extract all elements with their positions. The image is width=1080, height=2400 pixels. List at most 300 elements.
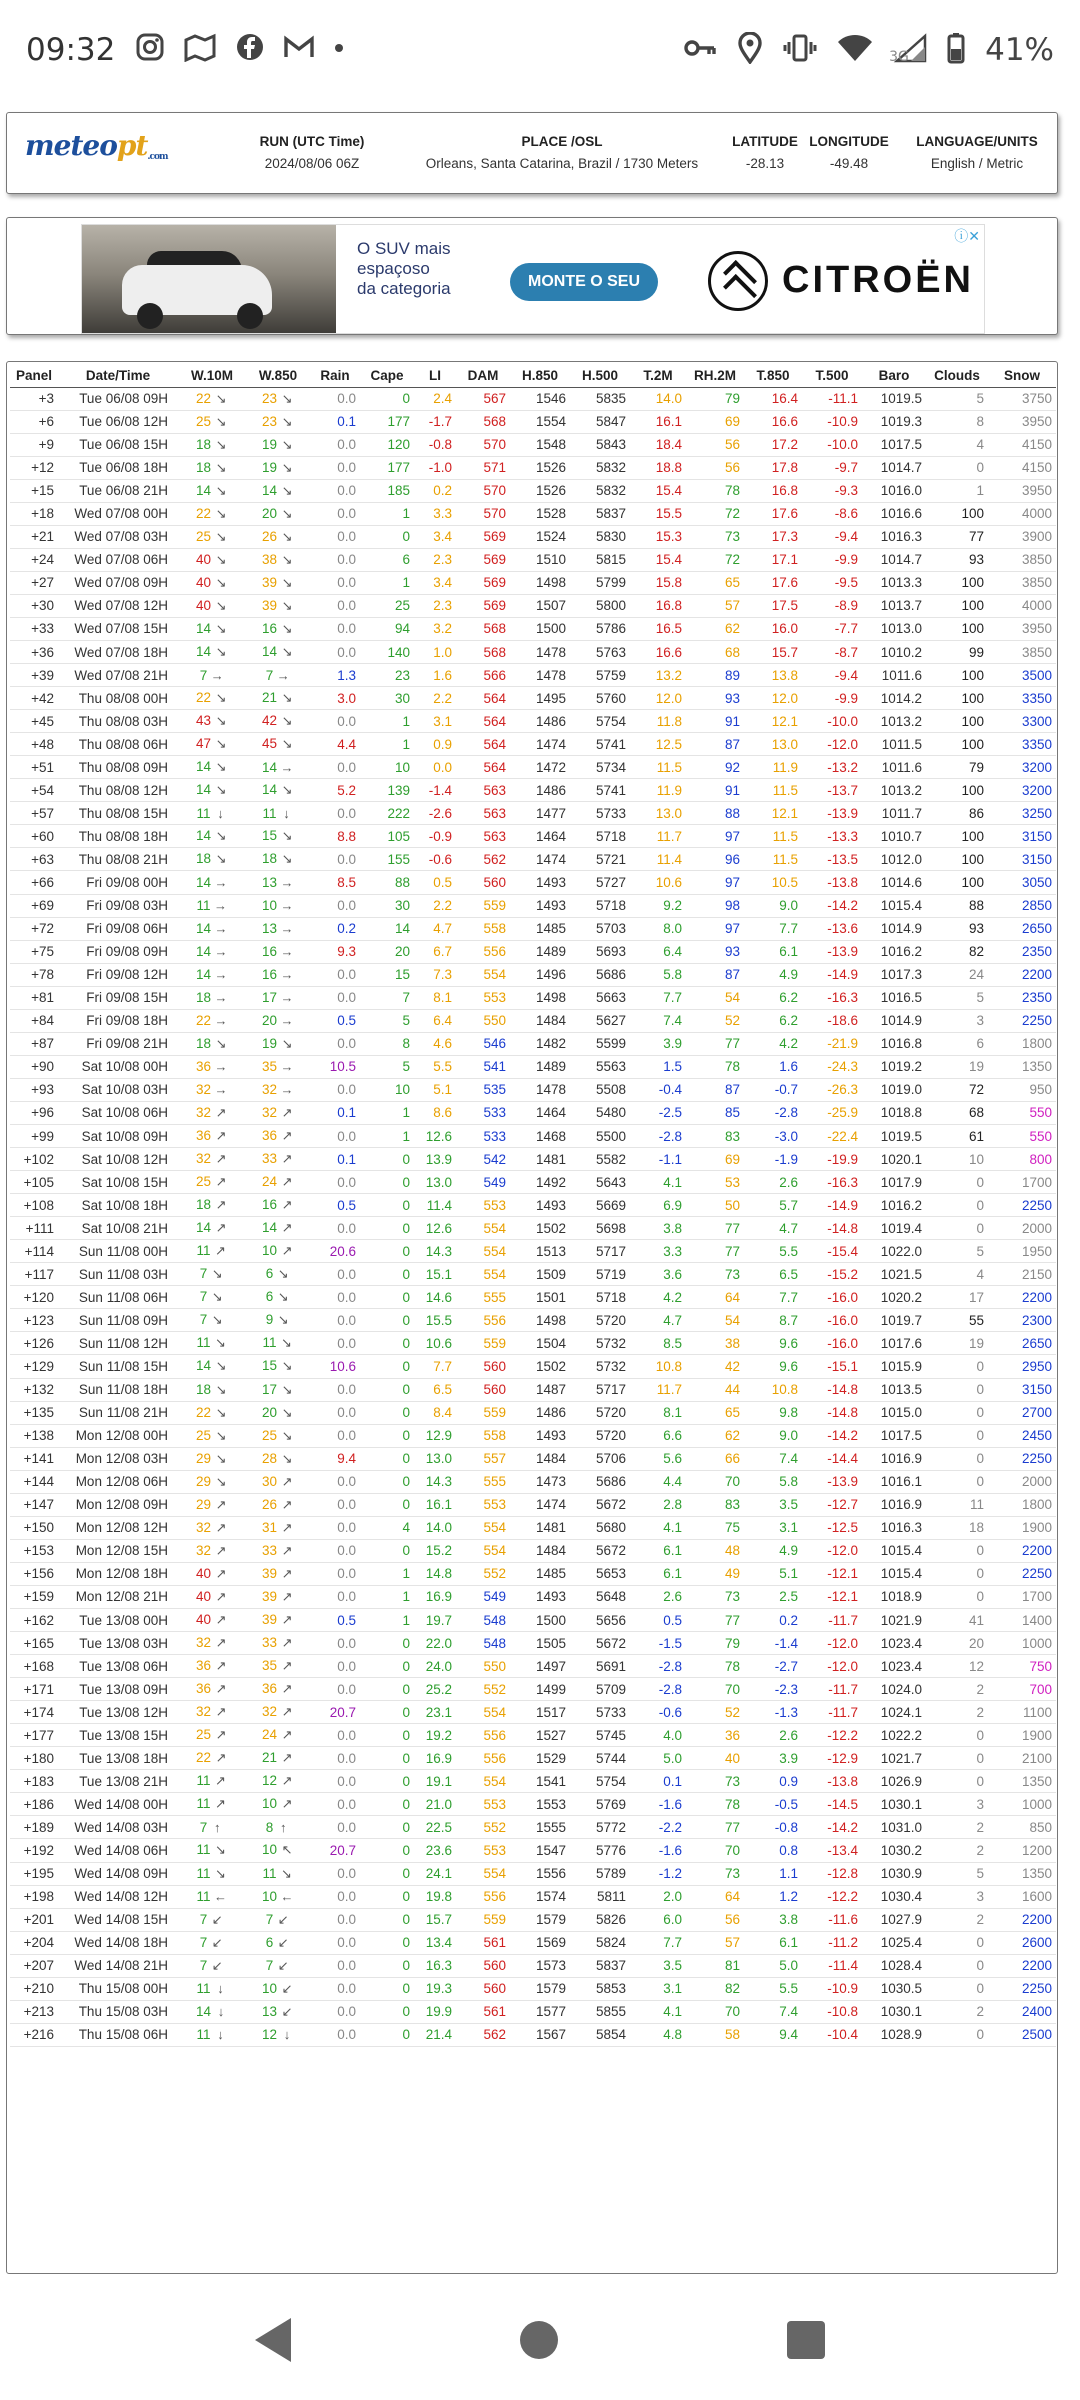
cell-baro-value: 1019.3 — [880, 414, 922, 430]
cell-snow-value: 2150 — [1021, 1266, 1052, 1282]
cell-cape — [360, 1862, 414, 1885]
cell-li-value: 5.5 — [433, 1059, 452, 1075]
cell-cape — [360, 779, 414, 802]
cell-w10m — [178, 1032, 246, 1055]
cell-cape — [360, 1954, 414, 1977]
language-units-value[interactable]: English / Metric — [930, 156, 1024, 171]
cell-rain-value: 0.0 — [337, 529, 356, 545]
cell-dam-value: 553 — [483, 1197, 506, 1213]
cell-li — [414, 1078, 456, 1101]
cell-w10m-value: 40 — [195, 1565, 212, 1581]
cell-t2m — [630, 894, 686, 917]
citroen-ad-banner[interactable] — [81, 224, 985, 334]
language-units-column[interactable] — [907, 131, 1047, 175]
cell-w850-value: 36 — [261, 1681, 278, 1697]
meteopt-logo[interactable] — [25, 129, 168, 162]
cell-dam-value: 559 — [483, 898, 506, 914]
cell-clouds-value: 2 — [976, 2004, 984, 2020]
cell-panel — [10, 1931, 58, 1954]
cell-t2m-value: 5.8 — [663, 967, 682, 983]
ad-info-close-icon[interactable]: ⓘ✕ — [954, 228, 980, 244]
cell-li-value: 21.4 — [425, 2027, 452, 2043]
cell-t2m — [630, 710, 686, 733]
cell-dam — [456, 1217, 510, 1240]
cell-h850-value: 1496 — [535, 967, 566, 983]
logo-pt: pt — [116, 129, 148, 162]
cell-snow — [988, 1194, 1056, 1217]
table-row — [10, 1562, 1056, 1585]
col-header-rain: Rain — [310, 364, 360, 387]
table-body — [10, 387, 1056, 2046]
cell-li — [414, 2023, 456, 2046]
cell-clouds-value: 82 — [968, 944, 984, 960]
cell-w10m — [178, 1424, 246, 1447]
cell-w10m — [178, 825, 246, 848]
cell-panel-value: +36 — [31, 644, 54, 660]
cell-w10m — [178, 710, 246, 733]
cell-clouds-value: 11 — [969, 1497, 984, 1513]
cell-w10m — [178, 917, 246, 940]
cell-t500-value: -9.4 — [834, 667, 858, 683]
wind-direction-arrow-icon: ↘ — [215, 597, 227, 613]
cell-datetime — [58, 1562, 178, 1585]
cell-h500-value: 5627 — [595, 1013, 626, 1029]
cell-t500-value: -25.9 — [827, 1105, 858, 1121]
cell-clouds — [926, 1655, 988, 1678]
cell-rain-value: 0.0 — [337, 1981, 356, 1997]
ad-cta-button[interactable]: MONTE O SEU — [510, 263, 658, 301]
cell-clouds-value: 2 — [976, 1912, 984, 1928]
cell-clouds — [926, 940, 988, 963]
cell-dam-value: 542 — [483, 1151, 506, 1167]
more-notifications-dot-icon — [333, 32, 345, 68]
cell-datetime-value: Wed 14/08 21H — [74, 1958, 168, 1974]
cell-li-value: 8.6 — [433, 1105, 452, 1121]
cell-rh2m-value: 42 — [724, 1358, 740, 1374]
cell-t500 — [802, 594, 862, 617]
cell-cape-value: 6 — [402, 552, 410, 568]
cell-clouds — [926, 548, 988, 571]
back-icon[interactable] — [255, 2318, 291, 2362]
cell-rain — [310, 1217, 360, 1240]
cell-clouds — [926, 387, 988, 410]
cell-h850-value: 1486 — [535, 782, 566, 798]
cell-dam — [456, 1240, 510, 1263]
cell-li-value: 15.7 — [425, 1912, 452, 1928]
cell-h500 — [570, 825, 630, 848]
cell-rain — [310, 940, 360, 963]
cell-h850-value: 1478 — [535, 644, 566, 660]
cell-rh2m — [686, 940, 744, 963]
cell-baro — [862, 641, 926, 664]
table-row — [10, 756, 1056, 779]
cell-panel — [10, 664, 58, 687]
cell-h500 — [570, 1378, 630, 1401]
cell-t500-value: -11.4 — [828, 1958, 858, 1974]
cell-rain — [310, 571, 360, 594]
cell-snow — [988, 2000, 1056, 2023]
cell-panel-value: +75 — [31, 944, 54, 960]
cell-dam — [456, 410, 510, 433]
cell-w10m — [178, 1632, 246, 1655]
cell-t500 — [802, 456, 862, 479]
cell-rain — [310, 387, 360, 410]
wind-direction-arrow-icon: ↘ — [281, 505, 293, 521]
cell-baro-value: 1021.5 — [880, 1266, 922, 1282]
cell-cape — [360, 687, 414, 710]
wind-direction-arrow-icon: ↗ — [215, 1588, 227, 1604]
cell-datetime — [58, 917, 178, 940]
cell-t500 — [802, 1585, 862, 1608]
cell-t500-value: -16.3 — [827, 1174, 858, 1190]
cell-li — [414, 733, 456, 756]
cell-t850 — [744, 917, 802, 940]
cell-snow — [988, 2023, 1056, 2046]
cell-baro — [862, 940, 926, 963]
cell-cape-value: 10 — [394, 759, 410, 775]
cell-cape — [360, 1747, 414, 1770]
cell-t500 — [802, 1286, 862, 1309]
cell-snow — [988, 733, 1056, 756]
cell-rain-value: 0.5 — [337, 1612, 356, 1628]
cell-w10m-value: 40 — [195, 551, 212, 567]
cell-cape — [360, 1908, 414, 1931]
cell-rain-value: 5.2 — [337, 782, 356, 798]
cell-rh2m-value: 50 — [724, 1197, 740, 1213]
cell-cape-value: 0 — [402, 1289, 410, 1305]
cell-w10m-value: 14 — [195, 644, 212, 660]
cell-dam-value: 554 — [483, 1243, 506, 1259]
recents-icon[interactable] — [787, 2321, 825, 2359]
cell-w10m — [178, 848, 246, 871]
cell-w850 — [246, 1078, 310, 1101]
cell-t2m — [630, 1793, 686, 1816]
cell-datetime-value: Tue 13/08 15H — [79, 1727, 168, 1743]
cell-datetime-value: Wed 14/08 15H — [74, 1912, 168, 1928]
cell-clouds — [926, 756, 988, 779]
cell-t500 — [802, 1009, 862, 1032]
cell-li-value: 10.6 — [425, 1335, 452, 1351]
cell-rh2m — [686, 1562, 744, 1585]
cell-rain — [310, 410, 360, 433]
cell-baro — [862, 433, 926, 456]
cell-li — [414, 1885, 456, 1908]
cell-rain — [310, 1194, 360, 1217]
cell-t850-value: 11.5 — [772, 851, 798, 867]
cell-w850 — [246, 525, 310, 548]
cell-w850 — [246, 1009, 310, 1032]
cell-rh2m — [686, 2023, 744, 2046]
home-icon[interactable] — [520, 2321, 558, 2359]
cell-datetime — [58, 617, 178, 640]
cell-rh2m — [686, 1148, 744, 1171]
wind-direction-arrow-icon: ↘ — [215, 1381, 227, 1397]
cell-t850 — [744, 1585, 802, 1608]
wind-direction-arrow-icon: ↘ — [215, 759, 227, 775]
cell-snow — [988, 410, 1056, 433]
cell-clouds-value: 0 — [976, 2027, 984, 2043]
cell-li-value: 3.4 — [433, 529, 452, 545]
cell-dam — [456, 1171, 510, 1194]
cell-w10m-value: 22 — [195, 1404, 212, 1420]
cell-h850 — [510, 410, 570, 433]
wind-direction-arrow-icon: ↘ — [215, 551, 227, 567]
cell-t850 — [744, 1217, 802, 1240]
cell-clouds — [926, 1516, 988, 1539]
latitude-value: -28.13 — [745, 156, 785, 171]
cell-cape-value: 0 — [402, 1912, 410, 1928]
cell-w850 — [246, 1632, 310, 1655]
table-header-row — [10, 364, 1056, 387]
cell-w850 — [246, 756, 310, 779]
cell-snow-value: 2350 — [1021, 990, 1052, 1006]
cell-rain-value: 0.0 — [337, 1958, 356, 1974]
cell-t2m — [630, 1493, 686, 1516]
cell-h850-value: 1505 — [535, 1635, 566, 1651]
wind-direction-arrow-icon: ↘ — [215, 1404, 227, 1420]
wind-direction-arrow-icon: ↗ — [281, 1773, 293, 1789]
cell-t500 — [802, 1332, 862, 1355]
cell-baro — [862, 871, 926, 894]
wind-direction-arrow-icon: → — [214, 1013, 228, 1029]
cell-clouds-value: 0 — [976, 1589, 984, 1605]
cell-w850 — [246, 1516, 310, 1539]
cell-t2m-value: 7.4 — [663, 1013, 682, 1029]
cell-w850-value: 24 — [261, 1174, 278, 1190]
cell-rain — [310, 894, 360, 917]
wind-direction-arrow-icon: ↗ — [215, 1496, 227, 1512]
cell-dam — [456, 1424, 510, 1447]
cell-h850 — [510, 548, 570, 571]
cell-datetime-value: Sat 10/08 15H — [81, 1174, 168, 1190]
cell-t850 — [744, 1724, 802, 1747]
cell-t2m — [630, 825, 686, 848]
cell-dam — [456, 571, 510, 594]
cell-dam-value: 558 — [483, 921, 506, 937]
cell-baro — [862, 1678, 926, 1701]
cell-t2m — [630, 687, 686, 710]
cell-t2m — [630, 641, 686, 664]
wind-direction-arrow-icon: ↘ — [281, 1381, 293, 1397]
cell-cape-value: 0 — [402, 1474, 410, 1490]
cell-rain — [310, 1309, 360, 1332]
cell-h850 — [510, 1032, 570, 1055]
gmail-icon — [283, 32, 315, 68]
cell-t2m — [630, 1585, 686, 1608]
wind-direction-arrow-icon: → — [214, 990, 228, 1006]
cell-h850-value: 1493 — [535, 875, 566, 890]
cell-clouds-value: 0 — [976, 1428, 984, 1444]
cell-cape — [360, 963, 414, 986]
cell-t2m — [630, 1055, 686, 1078]
cell-datetime-value: Sat 10/08 06H — [81, 1105, 168, 1121]
cell-snow-value: 3150 — [1021, 1382, 1052, 1398]
cell-baro-value: 1021.7 — [880, 1750, 922, 1766]
cell-datetime — [58, 525, 178, 548]
cell-baro-value: 1019.4 — [880, 1220, 922, 1236]
cell-panel-value: +180 — [23, 1750, 54, 1766]
cell-t850-value: 4.7 — [779, 1220, 798, 1236]
cell-li — [414, 1401, 456, 1424]
cell-h850 — [510, 1678, 570, 1701]
cell-t500-value: -14.8 — [827, 1405, 858, 1421]
cell-datetime-value: Tue 13/08 06H — [79, 1658, 168, 1674]
cell-rh2m-value: 97 — [724, 921, 740, 937]
cell-panel — [10, 1816, 58, 1839]
cell-h850 — [510, 1217, 570, 1240]
cell-panel — [10, 848, 58, 871]
cell-dam — [456, 963, 510, 986]
cell-baro-value: 1030.5 — [880, 1981, 922, 1997]
cell-datetime — [58, 1747, 178, 1770]
cell-w10m — [178, 1148, 246, 1171]
cell-dam-value: 535 — [483, 1082, 506, 1098]
cell-baro — [862, 733, 926, 756]
cell-snow-value: 2350 — [1021, 944, 1052, 960]
cell-h500 — [570, 1217, 630, 1240]
wind-direction-arrow-icon: ↗ — [281, 1496, 293, 1512]
cell-dam-value: 556 — [483, 1889, 506, 1905]
wind-direction-arrow-icon: ↘ — [215, 436, 227, 452]
cell-t850 — [744, 1908, 802, 1931]
cell-w850 — [246, 1493, 310, 1516]
cell-cape — [360, 1171, 414, 1194]
cell-rain-value: 9.4 — [337, 1451, 356, 1467]
cell-t850 — [744, 1839, 802, 1862]
cell-clouds — [926, 963, 988, 986]
cell-rh2m-value: 81 — [724, 1958, 740, 1974]
cell-t850 — [744, 525, 802, 548]
cell-li-value: 0.5 — [433, 875, 452, 890]
cell-cape — [360, 825, 414, 848]
cell-datetime-value: Thu 08/08 12H — [78, 782, 168, 798]
cell-rh2m-value: 83 — [724, 1128, 740, 1144]
cell-t850-value: 5.5 — [779, 1981, 798, 1997]
cell-cape — [360, 1332, 414, 1355]
cell-cape — [360, 1217, 414, 1240]
cell-clouds — [926, 1539, 988, 1562]
cell-rain-value: 0.0 — [337, 759, 356, 775]
cell-clouds-value: 3 — [976, 1013, 984, 1029]
wind-direction-arrow-icon: ↘ — [277, 1266, 289, 1282]
cell-panel-value: +9 — [38, 437, 54, 453]
cell-rh2m-value: 62 — [724, 1428, 740, 1444]
cell-t2m — [630, 456, 686, 479]
cell-w850-value: 39 — [261, 574, 278, 590]
cell-rain-value: 0.0 — [337, 1773, 356, 1789]
cell-cape — [360, 1424, 414, 1447]
wind-direction-arrow-icon: ↘ — [215, 459, 227, 475]
cell-rain — [310, 733, 360, 756]
cell-rh2m-value: 75 — [724, 1520, 740, 1536]
cell-datetime — [58, 1839, 178, 1862]
cell-h500 — [570, 687, 630, 710]
cell-datetime-value: Tue 06/08 12H — [79, 414, 168, 430]
cell-panel-value: +30 — [31, 598, 54, 614]
cell-t500 — [802, 571, 862, 594]
cell-li-value: 19.9 — [425, 2004, 452, 2020]
cell-t850 — [744, 664, 802, 687]
wind-direction-arrow-icon: ↗ — [215, 1612, 227, 1627]
cell-li — [414, 1378, 456, 1401]
cell-t500 — [802, 1816, 862, 1839]
wind-direction-arrow-icon: ← — [214, 1889, 227, 1905]
cell-datetime-value: Sun 11/08 15H — [78, 1358, 168, 1374]
cell-rain — [310, 871, 360, 894]
cell-h500 — [570, 917, 630, 940]
cell-baro — [862, 1770, 926, 1793]
cell-panel — [10, 1171, 58, 1194]
cell-panel-value: +114 — [24, 1243, 54, 1259]
cell-dam — [456, 525, 510, 548]
cell-w850 — [246, 1885, 310, 1908]
cell-h500-value: 5721 — [595, 851, 626, 867]
cell-baro-value: 1011.6 — [881, 759, 922, 775]
cell-dam — [456, 1194, 510, 1217]
cell-panel — [10, 1539, 58, 1562]
cell-h500-value: 5706 — [595, 1451, 626, 1467]
cell-t500-value: -12.7 — [827, 1497, 858, 1513]
cell-t2m-value: 10.6 — [655, 875, 682, 890]
wind-direction-arrow-icon: ↘ — [281, 1035, 293, 1051]
cell-dam — [456, 1493, 510, 1516]
cell-snow-value: 1350 — [1021, 1866, 1052, 1882]
cell-h500-value: 5732 — [595, 1335, 626, 1351]
cell-snow — [988, 387, 1056, 410]
cell-dam-value: 568 — [483, 644, 506, 660]
cell-dam — [456, 1632, 510, 1655]
wind-direction-arrow-icon: ↙ — [211, 1957, 223, 1973]
cell-snow — [988, 1378, 1056, 1401]
cell-t2m — [630, 1562, 686, 1585]
cell-t850 — [744, 1240, 802, 1263]
cell-t500 — [802, 963, 862, 986]
table-row — [10, 687, 1056, 710]
cell-t2m — [630, 1516, 686, 1539]
cell-baro — [862, 1977, 926, 2000]
cell-clouds — [926, 1240, 988, 1263]
cell-baro — [862, 1009, 926, 1032]
cell-li-value: 11.4 — [426, 1197, 452, 1213]
wind-direction-arrow-icon: ↘ — [215, 620, 227, 636]
cell-baro-value: 1013.2 — [880, 713, 922, 729]
cell-datetime — [58, 1032, 178, 1055]
table-row — [10, 1493, 1056, 1516]
place-title: PLACE /OSL — [521, 134, 603, 149]
cell-h500-value: 5754 — [595, 1773, 626, 1789]
cell-rh2m-value: 57 — [724, 1935, 740, 1951]
cell-cape — [360, 1286, 414, 1309]
cell-h500-value: 5669 — [595, 1197, 626, 1213]
cell-cape-value: 1 — [402, 736, 410, 752]
cell-cape-value: 0 — [402, 1543, 410, 1559]
cell-clouds-value: 100 — [961, 875, 984, 890]
cell-datetime — [58, 1516, 178, 1539]
cell-rh2m-value: 56 — [724, 437, 740, 453]
cell-t850-value: 16.6 — [771, 414, 798, 430]
cell-baro — [862, 387, 926, 410]
cell-h500 — [570, 1562, 630, 1585]
cell-w10m-value: 22 — [195, 1013, 212, 1029]
wind-direction-arrow-icon: ↘ — [215, 1358, 227, 1374]
cell-t500 — [802, 1562, 862, 1585]
cell-h850-value: 1472 — [535, 759, 566, 775]
cell-t2m — [630, 1701, 686, 1724]
cell-dam-value: 560 — [483, 1958, 506, 1974]
cell-datetime-value: Fri 09/08 03H — [86, 898, 168, 914]
cell-li — [414, 940, 456, 963]
cell-t850 — [744, 1885, 802, 1908]
